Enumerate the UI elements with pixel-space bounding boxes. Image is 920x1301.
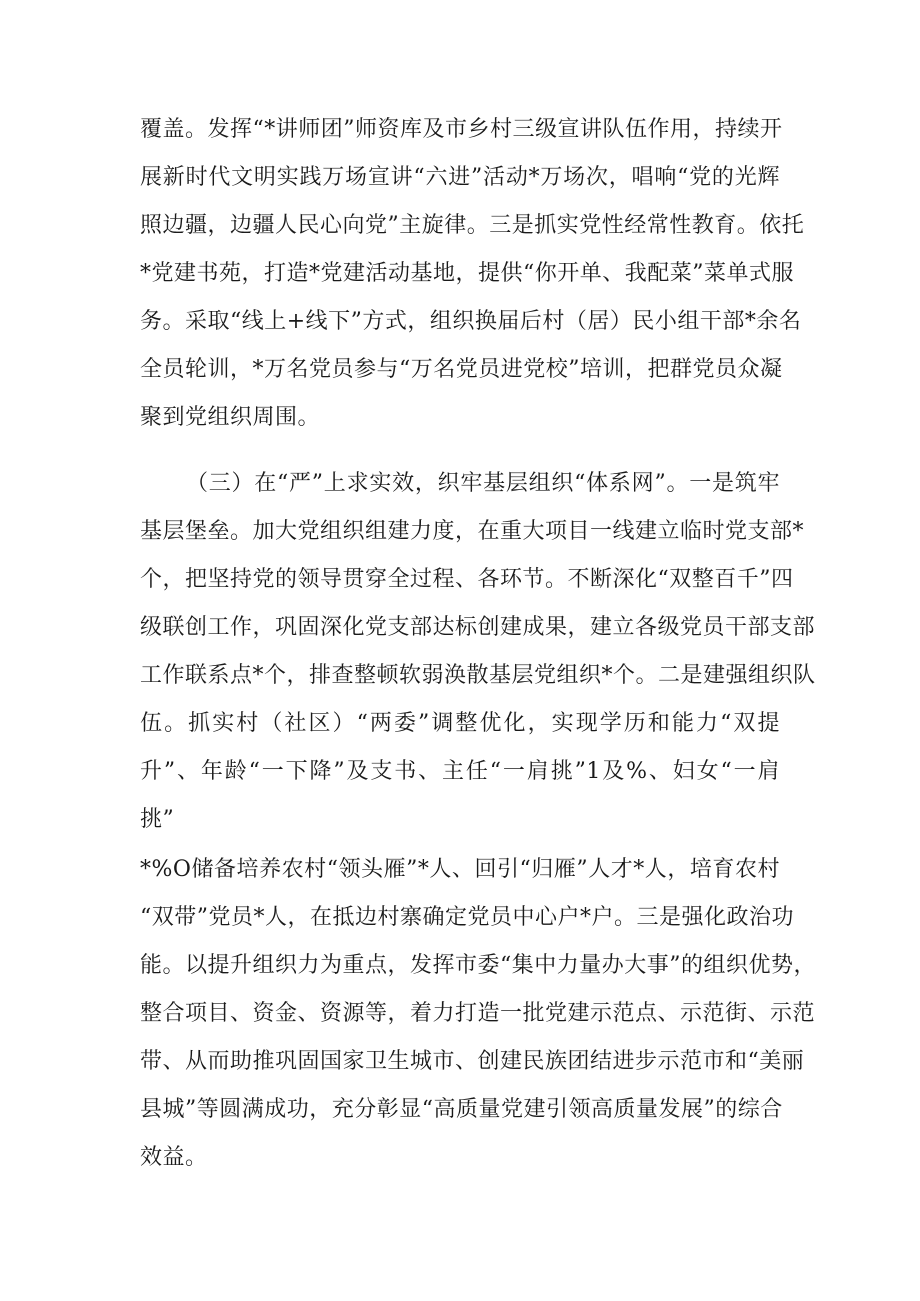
text-line-22: 效益。 [140,1145,208,1170]
text-line-21: 县城”等圆满成功，充分彰显“高质量党建引领高质量发展”的综合 [140,1097,783,1122]
text-line-17: “双带”党员*人，在抵边村寨确定党员中心户*户。三是强化政治功 [140,905,794,930]
section-heading-line: （三）在“严”上求实效，织牢基层组织“体系网”。一是筑牢 [186,471,780,496]
text-line-13: 伍。抓实村（社区）“两委”调整优化，实现学历和能力“双提 [140,711,780,736]
text-line-19: 整合项目、资金、资源等，着力打造一批党建示范点、示范街、示范 [140,1001,816,1026]
text-line-11: 级联创工作，巩固深化党支部达标创建成果，建立各级党员干部支部 [140,615,816,640]
text-line-4: *党建书苑，打造*党建活动基地，提供“你开单、我配菜”菜单式服 [140,261,794,286]
text-line-20: 带、从而助推巩固国家卫生城市、创建民族团结进步示范市和“美丽 [140,1049,805,1074]
text-line-5: 务。采取“线上+线下”方式，组织换届后村（居）民小组干部*余名 [140,309,802,334]
text-line-3: 照边疆，边疆人民心向党”主旋律。三是抓实党性经常性教育。依托 [140,213,805,238]
text-line-12: 工作联系点*个，排查整顿软弱涣散基层党组织*个。二是建强组织队 [140,663,816,688]
text-line-6: 全员轮训，*万名党员参与“万名党员进党校”培训，把群党员众凝 [140,357,783,382]
text-line-1: 覆盖。发挥“*讲师团”师资库及市乡村三级宣讲队伍作用，持续开 [140,117,783,142]
text-line-18: 能。以提升组织力为重点，发挥市委“集中力量办大事”的组织优势， [140,953,816,978]
text-line-9: 基层堡垒。加大党组织组建力度，在重大项目一线建立临时党支部* [140,519,805,544]
text-line-2: 展新时代文明实践万场宣讲“六进”活动*万场次，唱响“党的光辉 [140,165,780,190]
text-line-10: 个，把坚持党的领导贯穿全过程、各环节。不断深化“双整百千”四 [140,567,794,592]
text-line-14: 升”、年龄“一下降”及支书、主任“一肩挑”1及%、妇女“一肩 [140,759,780,784]
text-line-15: 挑” [140,807,175,832]
text-line-16: *%O储备培养农村“领头雁”*人、回引“归雁”人才*人，培育农村 [140,857,780,882]
text-line-7: 聚到党组织周围。 [140,405,321,430]
